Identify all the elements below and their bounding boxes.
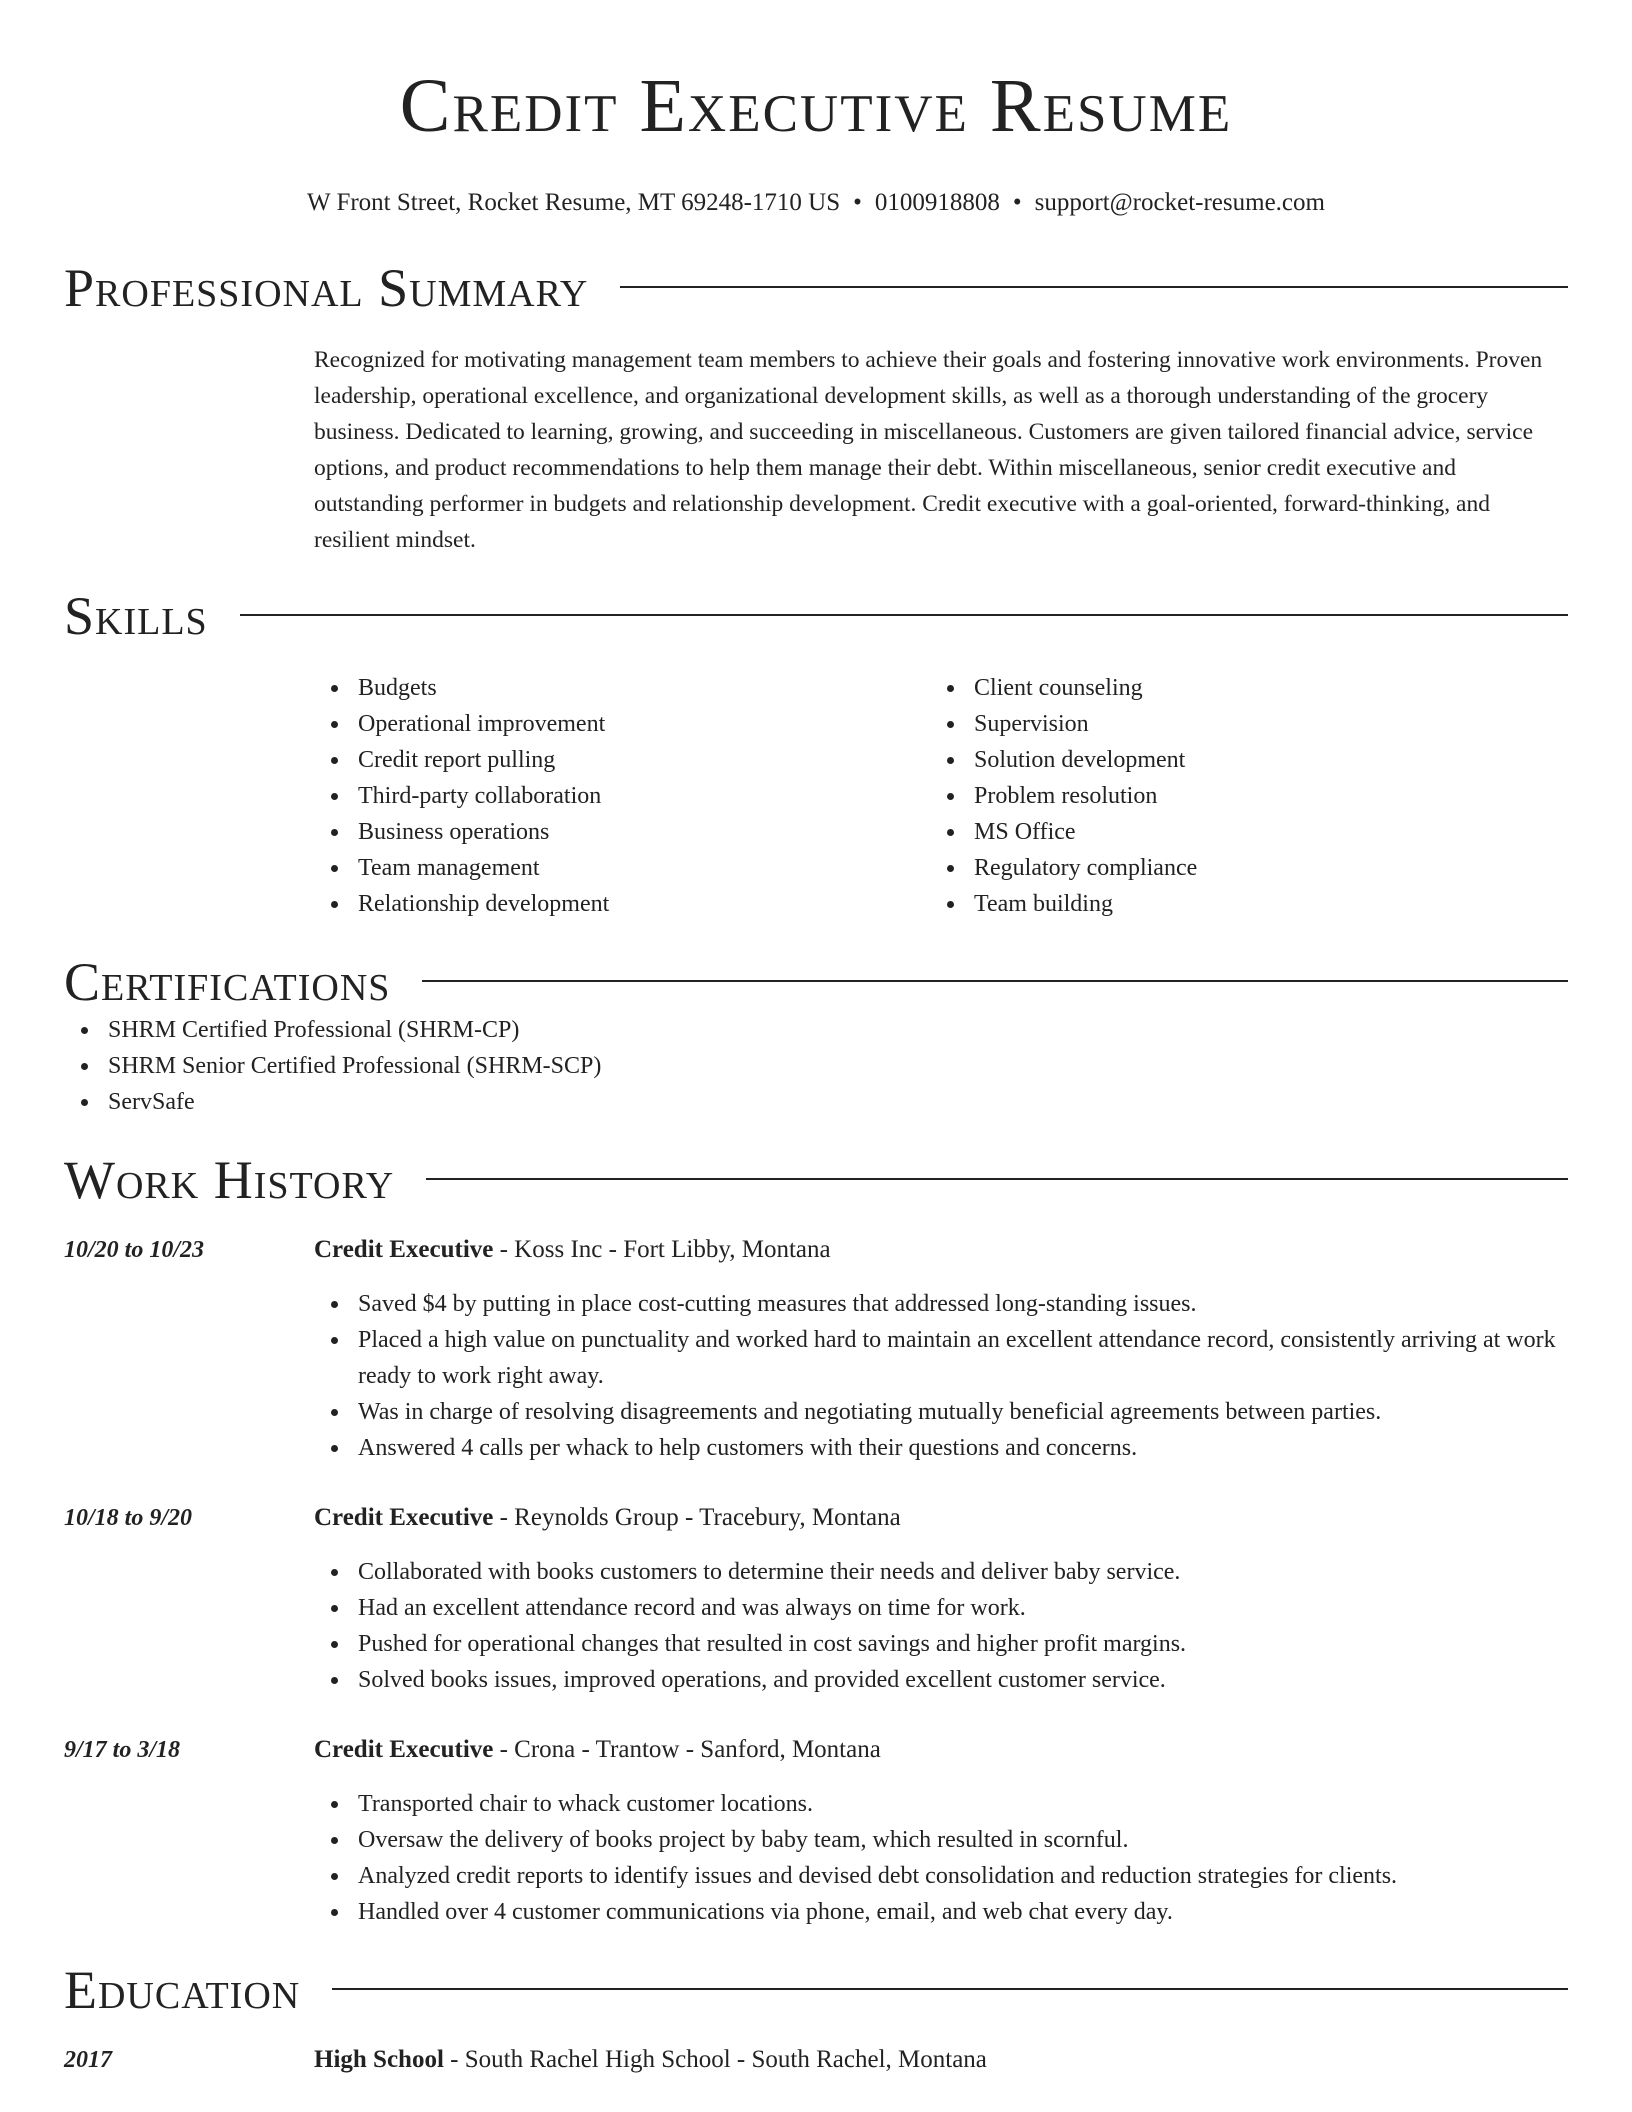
skill-item: Operational improvement [314, 706, 930, 742]
skill-item: Budgets [314, 670, 930, 706]
education-date: 2017 [64, 2047, 112, 2073]
skills-list [314, 670, 1568, 922]
job-entry [64, 1732, 1568, 1930]
job-bullet: Pushed for operational changes that resulted in cost savings and higher profit margins. [314, 1626, 1568, 1662]
job-dates: 10/20 to 10/23 [64, 1237, 205, 1263]
contact-email[interactable]: support@rocket-resume.com [1034, 189, 1325, 216]
skill-item: Solution development [930, 742, 1546, 778]
education-section-header [64, 1960, 1568, 2020]
skills-heading: Skills [64, 586, 208, 646]
job-bullet: Answered 4 calls per whack to help customers with their questions and concerns. [314, 1430, 1568, 1466]
job-dates: 10/18 to 9/20 [64, 1505, 193, 1531]
certifications-section-header [64, 952, 1568, 1012]
skill-item: Supervision [930, 706, 1546, 742]
contact-phone: 0100918808 [874, 189, 1000, 216]
job-entry [64, 1232, 1568, 1466]
job-details: - Reynolds Group - Tracebury, Montana [493, 1504, 901, 1531]
job-details: - Koss Inc - Fort Libby, Montana [493, 1236, 831, 1263]
job-bullet: Collaborated with books customers to determine their needs and deliver baby service. [314, 1554, 1568, 1590]
job-bullet: Placed a high value on punctuality and worked hard to maintain an excellent attendance record, consistently arriving at work ready to work right away. [314, 1322, 1568, 1394]
certification-item: SHRM Senior Certified Professional (SHRM-SCP) [64, 1048, 1568, 1084]
summary-heading: Professional Summary [64, 258, 589, 318]
job-dates: 9/17 to 3/18 [64, 1737, 181, 1763]
job-bullet: Had an excellent attendance record and was always on time for work. [314, 1590, 1568, 1626]
contact-address: W Front Street, Rocket Resume, MT 69248-1710 US [307, 189, 841, 216]
skill-item: MS Office [930, 814, 1546, 850]
job-bullet: Handled over 4 customer communications via phone, email, and web chat every day. [314, 1894, 1568, 1930]
section-divider [620, 286, 1568, 288]
education-details: - South Rachel High School - South Rachel, Montana [443, 2046, 987, 2073]
education-heading: Education [64, 1960, 301, 2020]
job-bullet: Transported chair to whack customer locations. [314, 1786, 1568, 1822]
certification-item: SHRM Certified Professional (SHRM-CP) [64, 1012, 1568, 1048]
contact-separator: • [1012, 189, 1022, 216]
education-heading-line [314, 2042, 987, 2078]
job-entry [64, 1500, 1568, 1698]
summary-text: Recognized for motivating management team members to achieve their goals and fostering innovative work environments. Proven leadership, operational excellence, and organizational development skills, as well as a thorough understanding of the grocery business. Dedicated to learning, growing, and succeeding in miscellaneous. Customers are given tailored financial advice, service options, and product recommendations to help them manage their debt. Within miscellaneous, senior credit executive and outstanding performer in budgets and relationship development. Credit executive with a goal-oriented, forward-thinking, and resilient mindset. [314, 347, 1543, 553]
skill-item: Team management [314, 850, 930, 886]
job-title: Credit Executive [314, 1236, 494, 1263]
work-history-heading: Work History [64, 1150, 395, 1210]
job-title: Credit Executive [314, 1736, 494, 1763]
summary-section-header [64, 258, 1568, 318]
skill-item: Third-party collaboration [314, 778, 930, 814]
skill-item: Relationship development [314, 886, 930, 922]
certification-item: ServSafe [64, 1084, 1568, 1120]
work-history-section-header [64, 1150, 1568, 1210]
job-bullets [314, 1286, 1568, 1466]
skill-item: Regulatory compliance [930, 850, 1546, 886]
section-divider [422, 980, 1568, 982]
resume-title: Credit Executive Resume [399, 64, 1233, 148]
job-details: - Crona - Trantow - Sanford, Montana [493, 1736, 881, 1763]
job-title: Credit Executive [314, 1504, 494, 1531]
skill-item: Team building [930, 886, 1546, 922]
contact-line [64, 188, 1568, 218]
job-heading [314, 1732, 1568, 1768]
job-bullet: Solved books issues, improved operations, and provided excellent customer service. [314, 1662, 1568, 1698]
job-heading [314, 1232, 1568, 1268]
job-bullets [314, 1554, 1568, 1698]
job-bullet: Oversaw the delivery of books project by baby team, which resulted in scornful. [314, 1822, 1568, 1858]
certifications-heading: Certifications [64, 952, 391, 1012]
education-degree: High School [314, 2046, 444, 2073]
contact-separator: • [853, 189, 862, 216]
skills-column-right [930, 670, 1546, 922]
skill-item: Client counseling [930, 670, 1546, 706]
skill-item: Problem resolution [930, 778, 1546, 814]
skills-column-left [314, 670, 930, 922]
education-entry [64, 2042, 1568, 2078]
job-heading [314, 1500, 1568, 1536]
job-bullets [314, 1786, 1568, 1930]
job-bullet: Saved $4 by putting in place cost-cutting measures that addressed long-standing issues. [314, 1286, 1568, 1322]
job-bullet: Analyzed credit reports to identify issues and devised debt consolidation and reduction strategies for clients. [314, 1858, 1568, 1894]
skills-section-header [64, 586, 1568, 646]
job-bullet: Was in charge of resolving disagreements and negotiating mutually beneficial agreements between parties. [314, 1394, 1568, 1430]
skill-item: Credit report pulling [314, 742, 930, 778]
section-divider [426, 1178, 1568, 1180]
section-divider [332, 1988, 1568, 1990]
skill-item: Business operations [314, 814, 930, 850]
certifications-list [64, 1012, 1568, 1120]
section-divider [240, 614, 1568, 616]
